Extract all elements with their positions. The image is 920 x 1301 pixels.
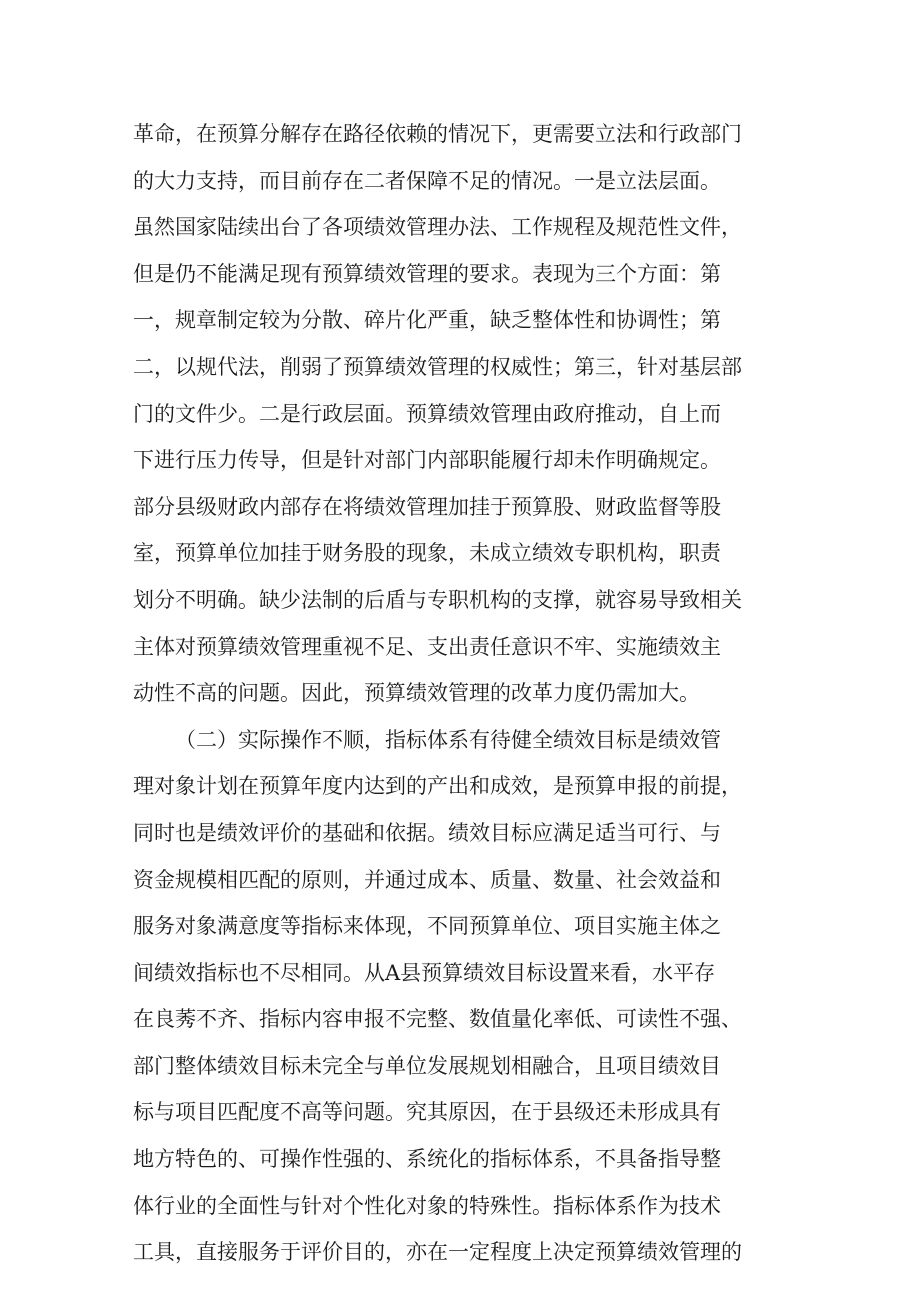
- text-line: 工具，直接服务于评价目的，亦在一定程度上决定预算绩效管理的: [133, 1240, 742, 1265]
- text-line: 门的文件少。二是行政层面。预算绩效管理由政府推动，自上而: [133, 401, 721, 426]
- text-line: 划分不明确。缺少法制的后盾与专职机构的支撑，就容易导致相关: [133, 587, 742, 612]
- text-line: 一，规章制定较为分散、碎片化严重，缺乏整体性和协调性；第: [133, 308, 721, 333]
- text-line: 标与项目匹配度不高等问题。究其原因，在于县级还未形成具有: [133, 1100, 721, 1125]
- text-line: 服务对象满意度等指标来体现，不同预算单位、项目实施主体之: [133, 914, 721, 939]
- text-line: 室，预算单位加挂于财务股的现象，未成立绩效专职机构，职责: [133, 541, 721, 566]
- text-line: 虽然国家陆续出台了各项绩效管理办法、工作规程及规范性文件，: [133, 215, 742, 240]
- text-line: 动性不高的问题。因此，预算绩效管理的改革力度仍需加大。: [133, 681, 700, 706]
- paragraph-heading-line: （二）实际操作不顺，指标体系有待健全绩效目标是绩效管: [175, 727, 721, 752]
- text-line: 部门整体绩效目标未完全与单位发展规划相融合，且项目绩效目: [133, 1053, 721, 1078]
- text-line: 但是仍不能满足现有预算绩效管理的要求。表现为三个方面：第: [133, 261, 721, 286]
- text-line: 下进行压力传导，但是针对部门内部职能履行却未作明确规定。: [133, 448, 721, 473]
- text-line: 的大力支持，而目前存在二者保障不足的情况。一是立法层面。: [133, 168, 721, 193]
- text-line: 理对象计划在预算年度内达到的产出和成效，是预算申报的前提，: [133, 774, 742, 799]
- text-line: 间绩效指标也不尽相同。从A县预算绩效目标设置来看，水平存: [133, 960, 716, 985]
- text-line: 二，以规代法，削弱了预算绩效管理的权威性；第三，针对基层部: [133, 354, 742, 379]
- text-line: 资金规模相匹配的原则，并通过成本、质量、数量、社会效益和: [133, 867, 721, 892]
- text-line: 革命，在预算分解存在路径依赖的情况下，更需要立法和行政部门: [133, 122, 742, 146]
- text-line: 同时也是绩效评价的基础和依据。绩效目标应满足适当可行、与: [133, 820, 721, 845]
- text-line: 在良莠不齐、指标内容申报不完整、数值量化率低、可读性不强、: [133, 1007, 742, 1032]
- body-text: [133, 111, 793, 1276]
- text-line: 部分县级财政内部存在将绩效管理加挂于预算股、财政监督等股: [133, 494, 721, 519]
- text-line: 主体对预算绩效管理重视不足、支出责任意识不牢、实施绩效主: [133, 634, 721, 659]
- text-line: 地方特色的、可操作性强的、系统化的指标体系，不具备指导整: [133, 1147, 721, 1172]
- text-line: 体行业的全面性与针对个性化对象的特殊性。指标体系作为技术: [133, 1193, 721, 1218]
